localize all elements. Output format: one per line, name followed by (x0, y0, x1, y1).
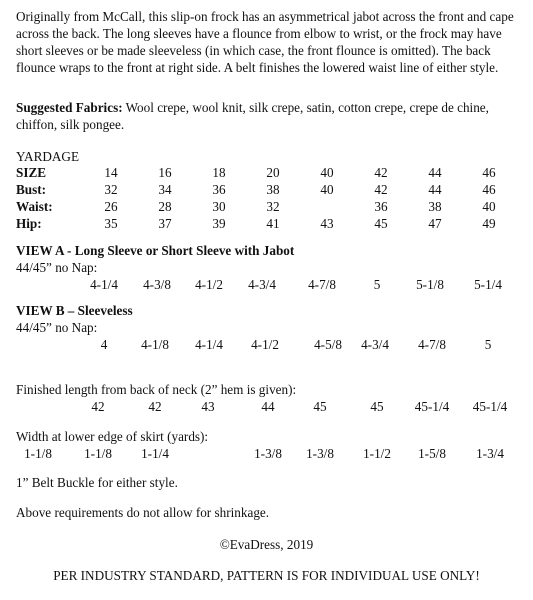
view-a-value: 4-1/2 (195, 277, 223, 292)
bust-cell: 38 (266, 182, 280, 197)
fabrics-label: Suggested Fabrics: (16, 100, 123, 115)
waist-cell: 32 (266, 199, 280, 214)
row-label: Hip: (16, 216, 42, 231)
view-b-nap-label: 44/45” no Nap: (16, 320, 98, 335)
size-cell: 44 (428, 165, 442, 180)
size-cell: 16 (158, 165, 172, 180)
bust-cell: 34 (158, 182, 172, 197)
length-value: 45 (370, 399, 384, 414)
size-cell: 14 (104, 165, 118, 180)
hip-cell: 39 (212, 216, 226, 231)
width-value: 1-3/8 (306, 446, 334, 461)
view-a-value: 4-3/4 (248, 277, 276, 292)
waist-cell: 38 (428, 199, 442, 214)
yardage-heading: YARDAGE (16, 149, 80, 164)
hip-cell: 35 (104, 216, 118, 231)
view-b-values (0, 336, 533, 353)
length-value: 45-1/4 (472, 399, 508, 414)
suggested-fabrics (16, 99, 521, 133)
size-row (12, 164, 516, 181)
bust-cell: 42 (374, 182, 388, 197)
size-cell: 20 (266, 165, 280, 180)
view-b-value: 4-1/8 (141, 337, 169, 352)
shrinkage-note: Above requirements do not allow for shrinkage. (16, 505, 270, 520)
view-b-value: 4-1/2 (251, 337, 279, 352)
usage-notice: PER INDUSTRY STANDARD, PATTERN IS FOR INDIVIDUAL USE ONLY! (53, 568, 480, 583)
view-a-value: 5-1/4 (474, 277, 502, 292)
length-value: 44 (261, 399, 275, 414)
length-value: 42 (91, 399, 105, 414)
bust-cell: 32 (104, 182, 118, 197)
view-a-value: 4-3/8 (143, 277, 171, 292)
hip-cell: 37 (158, 216, 172, 231)
row-label: SIZE (16, 165, 47, 180)
length-value: 45 (313, 399, 327, 414)
waist-cell: 36 (374, 199, 388, 214)
width-value: 1-1/2 (363, 446, 391, 461)
row-label: Waist: (16, 199, 53, 214)
view-a-value: 5 (373, 277, 381, 292)
view-b-value: 4-7/8 (418, 337, 446, 352)
bust-cell: 44 (428, 182, 442, 197)
size-cell: 42 (374, 165, 388, 180)
size-cell: 40 (320, 165, 334, 180)
description-paragraph: Originally from McCall, this slip-on frock has an asymmetrical jabot across the front and cape across the back. The long sleeves have a flounce from elbow to wrist, or the frock may have short sleeves or be made sleeveless (in which case, the front flounce is omitted). The back flounce wraps to the front at right side. A belt finishes the lowered waist line of either style. (16, 9, 514, 75)
view-a-values (0, 276, 533, 293)
hip-cell: 47 (428, 216, 442, 231)
waist-cell: 40 (482, 199, 496, 214)
view-b-value: 4-1/4 (195, 337, 223, 352)
finished-length-values (0, 398, 533, 415)
bust-cell: 36 (212, 182, 226, 197)
length-value: 45-1/4 (414, 399, 450, 414)
waist-cell: 30 (212, 199, 226, 214)
size-table (12, 164, 516, 232)
width-value: 1-5/8 (418, 446, 446, 461)
length-value: 43 (201, 399, 215, 414)
view-b-value: 4-3/4 (361, 337, 389, 352)
view-a-value: 5-1/8 (416, 277, 444, 292)
view-b-value: 4-5/8 (314, 337, 342, 352)
hip-cell: 41 (266, 216, 280, 231)
size-cell: 18 (212, 165, 226, 180)
view-a-value: 4-7/8 (308, 277, 336, 292)
hip-cell: 45 (374, 216, 388, 231)
bust-row (12, 181, 516, 198)
finished-length-label: Finished length from back of neck (2” hem is given): (16, 382, 297, 397)
view-b-value: 5 (484, 337, 492, 352)
bust-cell: 46 (482, 182, 496, 197)
view-a-title: VIEW A - Long Sleeve or Short Sleeve with Jabot (16, 243, 295, 258)
width-value: 1-1/4 (141, 446, 169, 461)
fabrics-text: Wool crepe, wool knit, silk crepe, satin, cotton crepe, crepe de chine, chiffon, silk pongee. (16, 100, 489, 132)
view-a-value: 4-1/4 (90, 277, 118, 292)
size-cell: 46 (482, 165, 496, 180)
width-value: 1-1/8 (84, 446, 112, 461)
waist-cell: 26 (104, 199, 118, 214)
width-value: 1-3/8 (254, 446, 282, 461)
hip-row (12, 215, 516, 232)
width-value: 1-1/8 (24, 446, 52, 461)
waist-cell (300, 198, 354, 215)
width-value: 1-3/4 (476, 446, 504, 461)
hip-cell: 49 (482, 216, 496, 231)
row-label: Bust: (16, 182, 47, 197)
waist-row (12, 198, 516, 215)
view-b-value: 4 (100, 337, 108, 352)
belt-note: 1” Belt Buckle for either style. (16, 475, 178, 490)
view-a-nap-label: 44/45” no Nap: (16, 260, 98, 275)
skirt-width-values (0, 445, 533, 462)
copyright: ©EvaDress, 2019 (219, 537, 314, 552)
bust-cell: 40 (320, 182, 334, 197)
waist-cell: 28 (158, 199, 172, 214)
view-b-title: VIEW B – Sleeveless (16, 303, 133, 318)
length-value: 42 (148, 399, 162, 414)
hip-cell: 43 (320, 216, 334, 231)
skirt-width-label: Width at lower edge of skirt (yards): (16, 429, 209, 444)
